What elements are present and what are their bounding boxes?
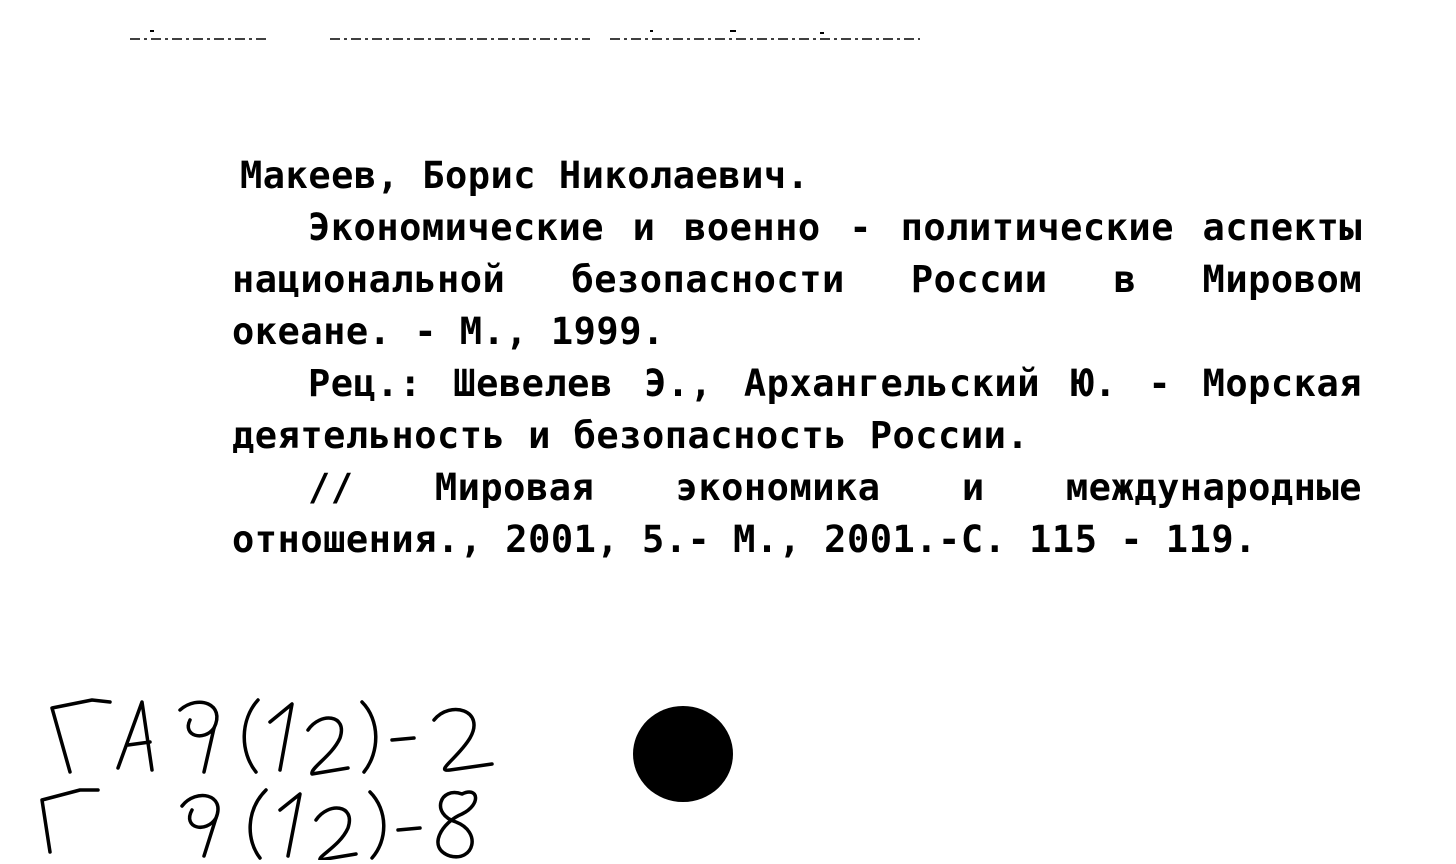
review-paragraph: Рец.: Шевелев Э., Архангельский Ю. - Морская деятельность и безопасность России. [232,362,1362,457]
handwritten-shelfmark [30,690,550,860]
title-paragraph: Экономические и военно - политические аспекты национальной безопасности России в Мировом океане. - М., 1999. [232,206,1362,353]
top-dashed-rule [130,30,920,42]
ink-dot [633,706,733,802]
catalog-card-text [232,150,1362,566]
author-line: Макеев, Борис Николаевич. [240,154,810,197]
source-paragraph: // Мировая экономика и международные отношения., 2001, 5.- М., 2001.-С. 115 - 119. [232,466,1362,561]
